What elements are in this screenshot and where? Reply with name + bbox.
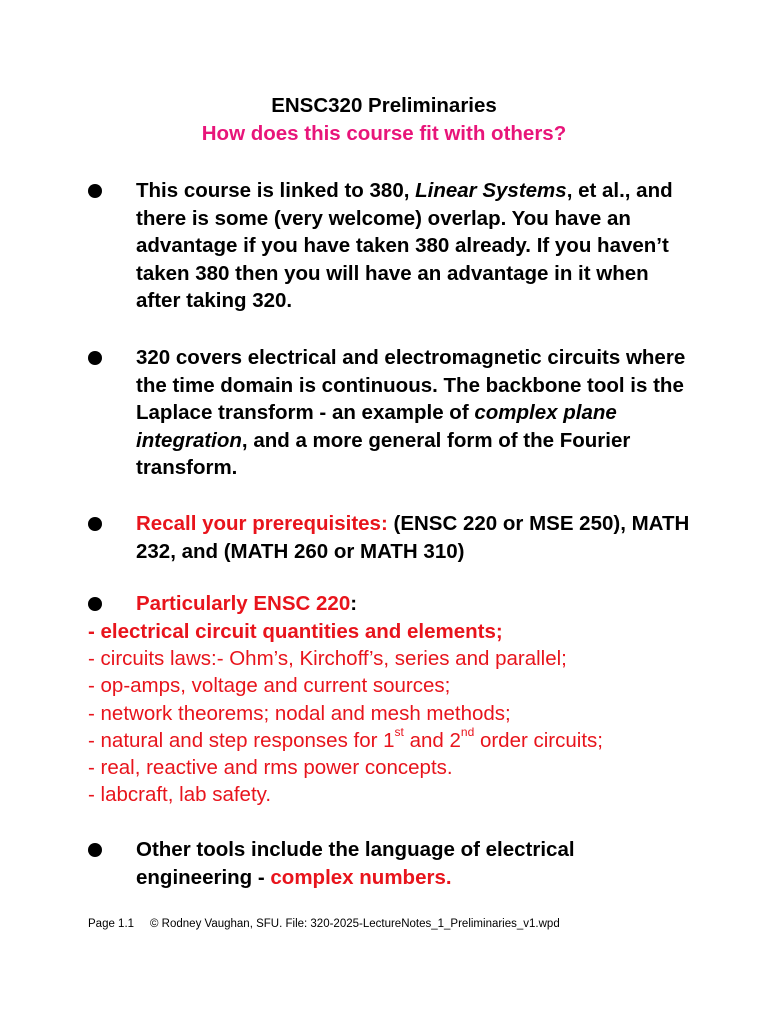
bullet-dot-icon [88,510,110,537]
italic-text-run: Linear Systems [415,179,567,202]
text-run: : [350,592,358,615]
superscript: st [394,724,404,739]
list-item-text: order circuits; [474,728,603,752]
bullet-dot-icon [88,177,110,204]
bullet-paragraph-prerequisites [136,510,696,565]
text-run: , et al., and there is some (very welcome) overlap. You have an advantage if you have taken 380 already. If you haven’t taken 380 then you will have an advantage in it when after taking 320. [136,179,673,312]
list-item: - circuits laws:- Ohm’s, Kirchoff’s, series and parallel; [88,647,567,671]
highlight-text-run: complex numbers. [270,865,452,889]
bullet-dot-icon [88,836,110,863]
superscript: nd [460,724,475,739]
highlight-text-run: Particularly ENSC 220 [136,592,351,615]
bullet-paragraph-circuits [136,344,696,482]
ensc220-topic-list [88,618,728,808]
bullet-dot-icon [88,344,110,371]
text-run: , and a more general form of the Fourier transform. [136,428,631,479]
list-item-text: and 2 [403,728,461,752]
bullet-paragraph-linked-course [136,177,696,315]
highlight-text-run: Recall your prerequisites: [136,512,388,535]
text-run: Other tools include the language of electrical engineering - [136,838,575,889]
bullet-paragraph-ensc220 [136,590,696,618]
bullet-paragraph-other-tools [136,836,696,891]
text-run: 320 covers electrical and electromagnetic circuits where the time domain is continuous. The backbone tool is the Laplace transform - an example of [136,346,686,424]
bullet-dot-icon [88,590,110,617]
list-item: - labcraft, lab safety. [88,783,272,807]
page-subtitle: How does this course fit with others? [201,122,567,145]
italic-text-run: complex plane integration [136,401,617,452]
list-item [88,724,728,754]
list-item: - network theorems; nodal and mesh methods; [88,701,511,725]
list-item: - real, reactive and rms power concepts. [88,756,453,780]
list-item: - op-amps, voltage and current sources; [88,674,451,698]
page-title: ENSC320 Preliminaries [271,94,497,117]
text-run: (ENSC 220 or MSE 250), MATH 232, and (MATH 260 or MATH 310) [136,512,690,563]
list-item-text: - natural and step responses for 1 [88,728,395,752]
text-run: This course is linked to 380, [136,179,416,202]
page-footer: Page 1.1 © Rodney Vaughan, SFU. File: 320-2025-LectureNotes_1_Preliminaries_v1.wpd [88,918,560,930]
list-item-text: - electrical circuit quantities and elements; [88,620,503,643]
list-item [88,618,728,645]
